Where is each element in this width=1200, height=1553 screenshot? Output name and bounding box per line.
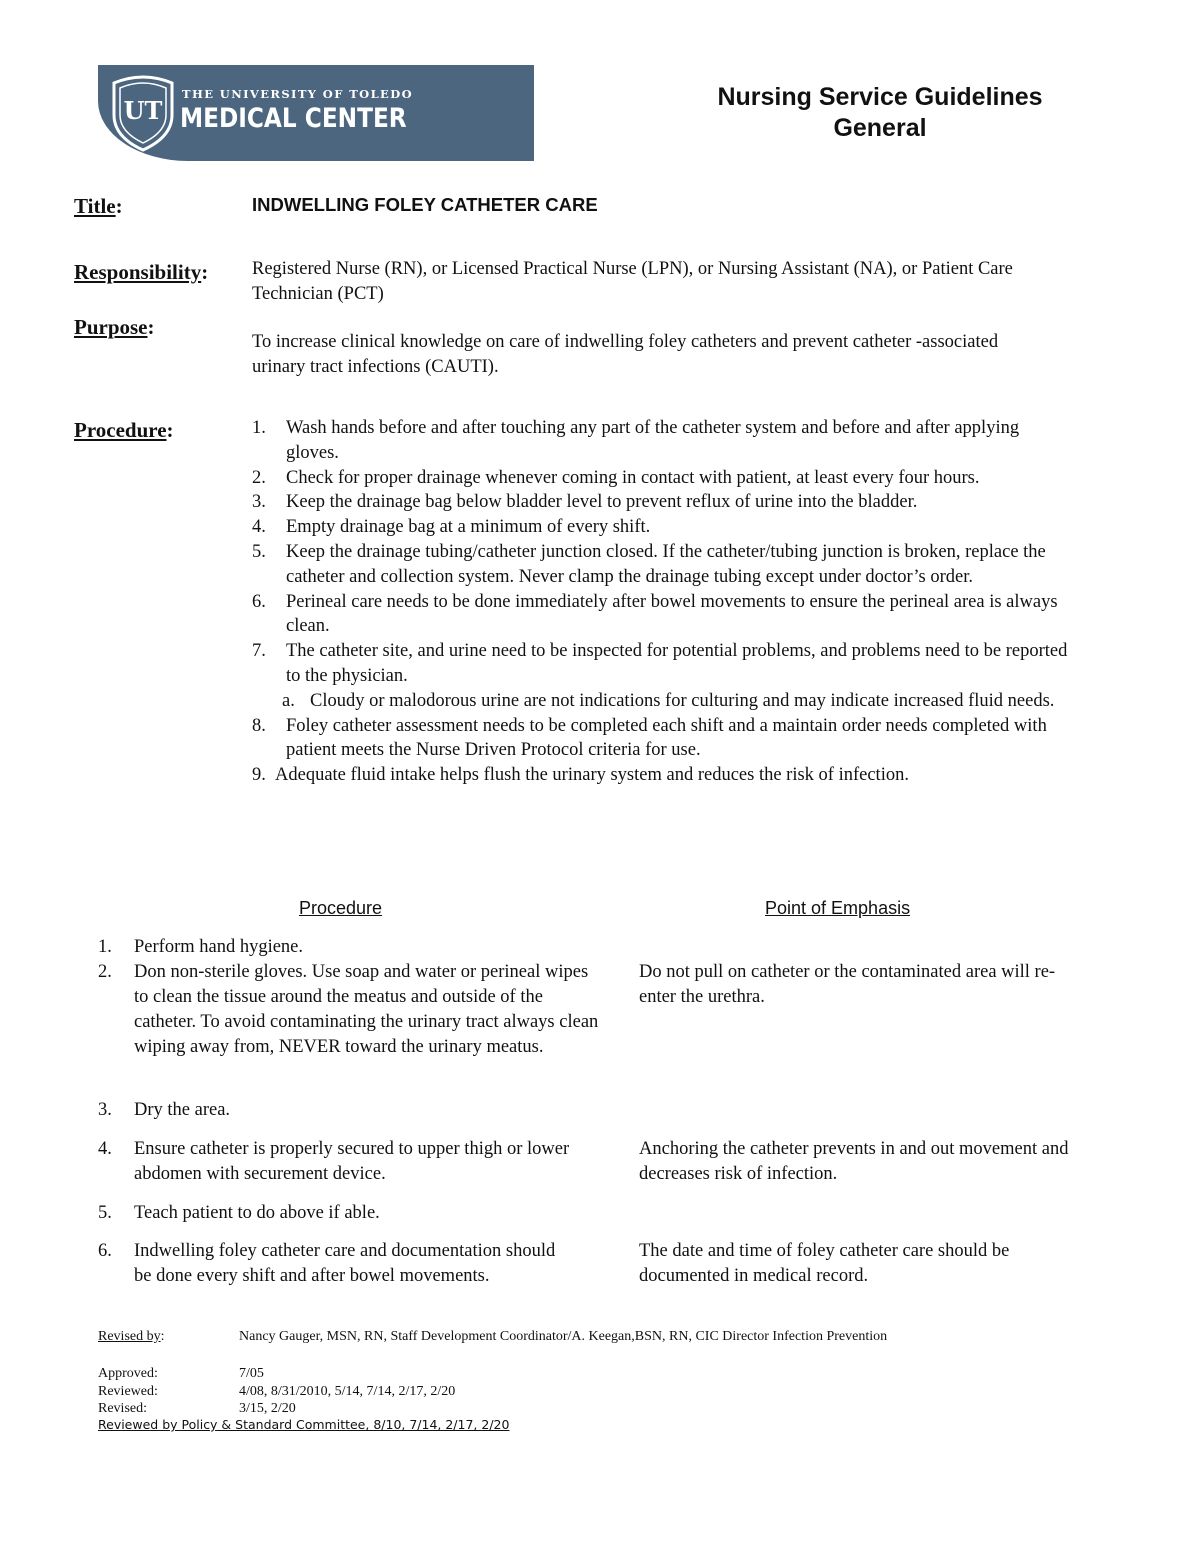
page-header [650,82,1110,144]
list-item: 6. Perineal care needs to be done immediately after bowel movements to ensure the perineal area is always clean. [252,591,1058,637]
procedure-steps [252,416,1074,788]
responsibility-label: Responsibility: [74,260,209,284]
logo-medical-center: MEDICAL CENTER [180,103,407,134]
list-item: 3. Keep the drainage bag below bladder level to prevent reflux of urine into the bladder. [252,492,918,513]
list-item: 9. Adequate fluid intake helps flush the urinary system and reduces the risk of infection. [252,765,909,786]
list-item: 5. Keep the drainage tubing/catheter junction closed. If the catheter/tubing junction is broken, replace the catheter and collection system. Never clamp the drainage tubing except under doctor’s order. [252,541,1046,587]
list-item: 2. Check for proper drainage whenever coming in contact with patient, at least every four hours. [252,467,980,488]
purpose-label: Purpose: [74,315,155,339]
list-item: 8. Foley catheter assessment needs to be completed each shift and a maintain order needs completed with patient meets the Nurse Driven Protocol criteria for use. [252,715,1047,761]
list-item: 7. The catheter site, and urine need to be inspected for potential problems, and problems need to be reported to the physician. [252,641,1068,686]
list-item: 4. Empty drainage bag at a minimum of every shift. [252,517,651,538]
header-line2: General [833,114,927,142]
logo-university: THE UNIVERSITY OF TOLEDO [182,87,414,101]
ut-shield-icon [110,73,176,153]
title-label: Title: [74,194,123,218]
logo-banner [98,65,534,161]
footer-committee: Reviewed by Policy & Standard Committee, 8/10, 7/14, 2/17, 2/20 [98,1417,510,1432]
list-subitem: a. Cloudy or malodorous urine are not indications for culturing and may indicate increased fluid needs. [282,690,1055,711]
list-item: 1. Wash hands before and after touching any part of the catheter system and before and after applying gloves. [252,418,1020,463]
purpose-text: To increase clinical knowledge on care of indwelling foley catheters and prevent catheter -associated urinary tract infections (CAUTI). [252,332,999,377]
shield-text: UT [123,96,163,125]
responsibility-text: Registered Nurse (RN), or Licensed Practical Nurse (LPN), or Nursing Assistant (NA), or Patient Care Technician (PCT) [252,259,1013,304]
column-header-emphasis: Point of Emphasis [765,898,911,918]
procedure-label: Procedure: [74,418,174,442]
document-title: INDWELLING FOLEY CATHETER CARE [252,194,598,215]
header-line1: Nursing Service Guidelines [717,83,1043,111]
column-header-procedure: Procedure [299,898,383,918]
